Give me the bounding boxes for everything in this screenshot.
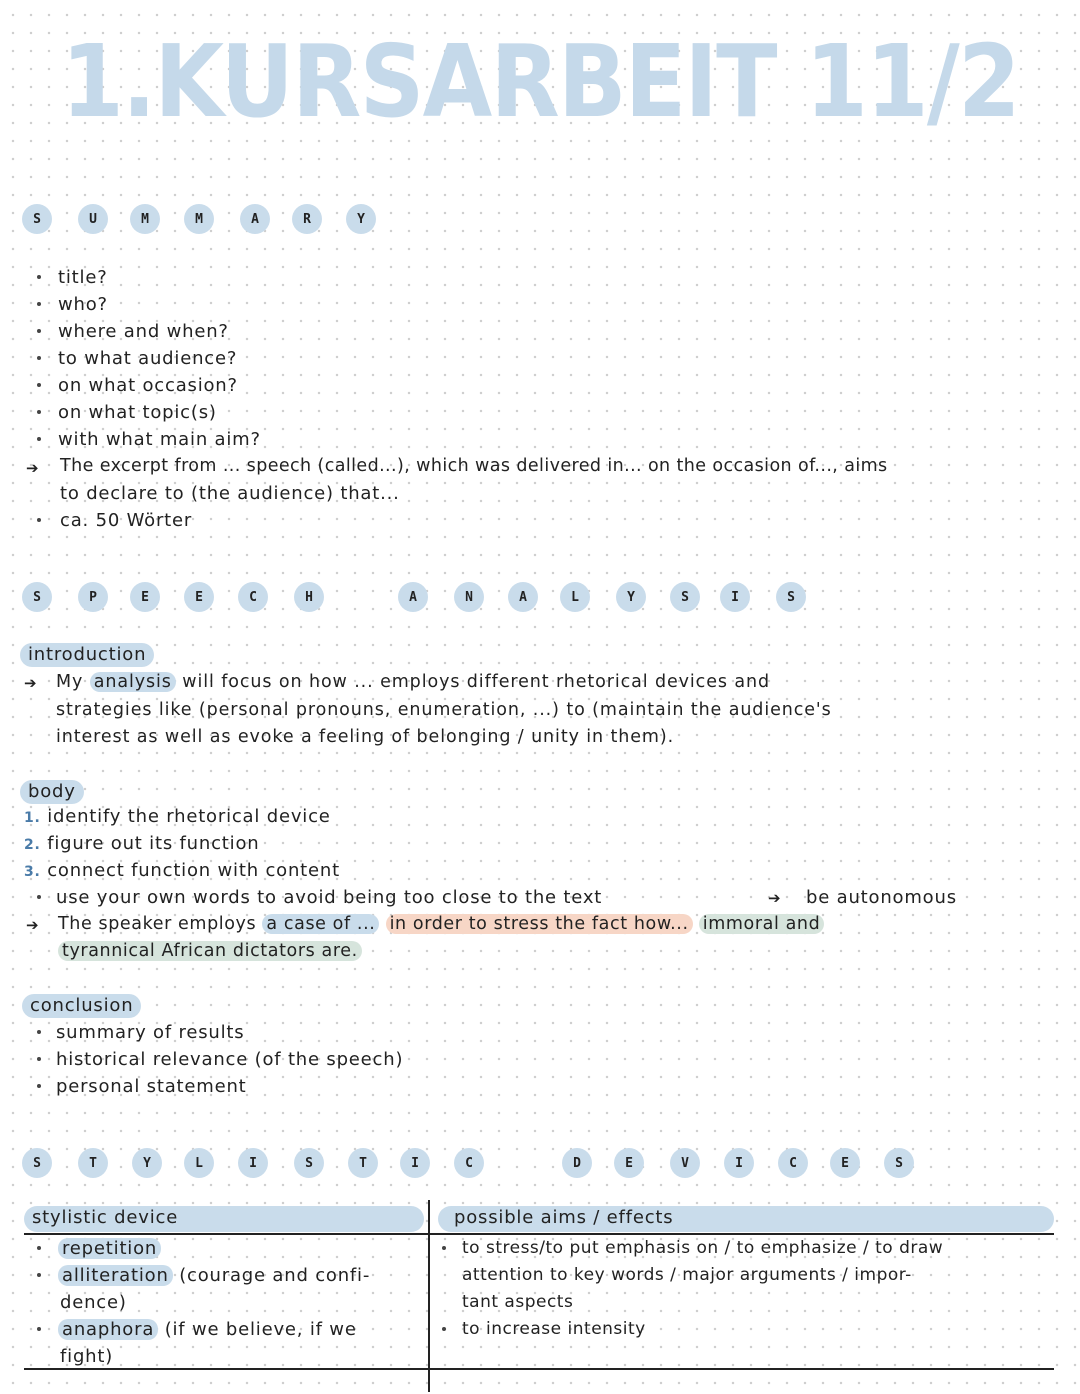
heading-letter: D [562,1148,592,1178]
bullet-dot [37,275,41,279]
table-rule [24,1233,1054,1235]
heading-letter: S [22,582,52,612]
heading-letter: T [78,1148,108,1178]
bullet-dot [37,1030,41,1034]
table-header-device: stylistic device [32,1207,179,1228]
summary-template-line: to declare to (the audience) that... [60,483,400,504]
heading-letter: C [778,1148,808,1178]
body-tip-result: be autonomous [806,887,957,908]
heading-letter: I [724,1148,754,1178]
conclusion-bullet: historical relevance (of the speech) [56,1049,404,1070]
bullet-dot [37,383,41,387]
arrow-right-icon: ➔ [24,674,37,692]
bullet-dot [37,1057,41,1061]
device-example: fight) [60,1346,114,1367]
table-rule [24,1368,1054,1370]
speech-analysis-heading [0,582,1080,616]
bullet-dot [37,329,41,333]
heading-letter: L [560,582,590,612]
effect-line: to increase intensity [462,1319,646,1339]
body-example [58,941,362,961]
device-name: anaphora [58,1319,158,1340]
heading-letter: I [400,1148,430,1178]
summary-template-line: The excerpt from ... speech (called...), which was delivered in... on the occasion of..., aims [60,456,888,476]
body-step [24,860,340,881]
device-row [58,1265,370,1286]
conclusion-label: conclusion [22,994,141,1018]
heading-letter: S [776,582,806,612]
heading-letter: S [22,1148,52,1178]
effect-line: attention to key words / major arguments / impor- [462,1265,912,1285]
bullet-dot [37,895,41,899]
heading-letter: H [294,582,324,612]
heading-letter: S [884,1148,914,1178]
intro-text: will focus on how ... employs different rhetorical devices and [182,672,770,692]
heading-letter: V [670,1148,700,1178]
summary-heading [0,204,1080,238]
introduction-label: introduction [20,643,154,667]
example-highlight: tyrannical African dictators are. [58,941,362,961]
summary-bullet: title? [58,267,108,288]
summary-bullet: on what topic(s) [58,402,217,423]
heading-letter: E [130,582,160,612]
device-name: repetition [58,1238,161,1259]
step-text: figure out its function [47,833,260,854]
word-count-note: ca. 50 Wörter [60,510,193,531]
intro-text: My [56,672,84,692]
heading-letter: E [830,1148,860,1178]
heading-letter: E [614,1148,644,1178]
device-example: (courage and confi- [179,1265,371,1286]
heading-letter: S [670,582,700,612]
arrow-right-icon: ➔ [26,916,39,934]
summary-bullet: with what main aim? [58,429,261,450]
conclusion-bullet: summary of results [56,1022,245,1043]
heading-letter: L [184,1148,214,1178]
intro-highlight: analysis [90,672,176,692]
step-number: 3. [24,864,41,880]
example-highlight: in order to stress the fact how... [386,914,693,934]
bullet-dot [442,1246,446,1250]
bullet-dot [442,1327,446,1331]
heading-letter: S [294,1148,324,1178]
bullet-dot [37,302,41,306]
body-step [24,833,259,854]
heading-letter: Y [346,204,376,234]
heading-letter: R [292,204,322,234]
heading-letter: N [454,582,484,612]
device-example: (if we believe, if we [164,1319,357,1340]
device-row [58,1238,161,1259]
bullet-dot [37,1246,41,1250]
heading-letter: A [508,582,538,612]
step-number: 1. [24,810,41,826]
example-highlight: a case of ... [262,914,379,934]
step-text: identify the rhetorical device [47,806,331,827]
body-step [24,806,331,827]
conclusion-bullet: personal statement [56,1076,247,1097]
heading-letter: P [78,582,108,612]
device-example: dence) [60,1292,127,1313]
table-header-effects: possible aims / effects [454,1207,674,1228]
introduction-line [56,672,770,692]
bullet-dot [37,1327,41,1331]
bullet-dot [37,1084,41,1088]
heading-letter: C [238,582,268,612]
summary-bullet: to what audience? [58,348,238,369]
arrow-right-icon: ➔ [26,459,39,477]
step-number: 2. [24,837,41,853]
body-tip: use your own words to avoid being too close to the text [56,887,603,908]
heading-letter: I [238,1148,268,1178]
heading-letter: C [454,1148,484,1178]
heading-letter: A [240,204,270,234]
bullet-dot [37,410,41,414]
example-text: The speaker employs [58,914,257,934]
heading-letter: E [184,582,214,612]
page-title: 1.KURSARBEIT 11/2 [61,23,1019,140]
bullet-dot [37,437,41,441]
summary-bullet: who? [58,294,108,315]
introduction-line: strategies like (personal pronouns, enumeration, ...) to (maintain the audience's [56,700,832,720]
bullet-dot [37,1273,41,1277]
heading-letter: Y [132,1148,162,1178]
device-name: alliteration [58,1265,173,1286]
heading-letter: I [720,582,750,612]
introduction-line: interest as well as evoke a feeling of belonging / unity in them). [56,727,675,747]
heading-letter: M [130,204,160,234]
stylistic-devices-heading [0,1148,1080,1182]
bullet-dot [37,518,41,522]
heading-letter: U [78,204,108,234]
summary-bullet: on what occasion? [58,375,238,396]
heading-letter: Y [616,582,646,612]
arrow-right-icon: ➔ [768,889,781,907]
effect-line: tant aspects [462,1292,574,1312]
step-text: connect function with content [47,860,340,881]
summary-bullet: where and when? [58,321,229,342]
heading-letter: T [348,1148,378,1178]
effect-line: to stress/to put emphasis on / to emphasize / to draw [462,1238,944,1258]
bullet-dot [37,356,41,360]
body-example [58,914,824,934]
table-divider [428,1200,430,1392]
device-row [58,1319,357,1340]
heading-letter: M [184,204,214,234]
heading-letter: A [398,582,428,612]
body-label: body [20,780,84,804]
heading-letter: S [22,204,52,234]
example-highlight: immoral and [699,914,825,934]
